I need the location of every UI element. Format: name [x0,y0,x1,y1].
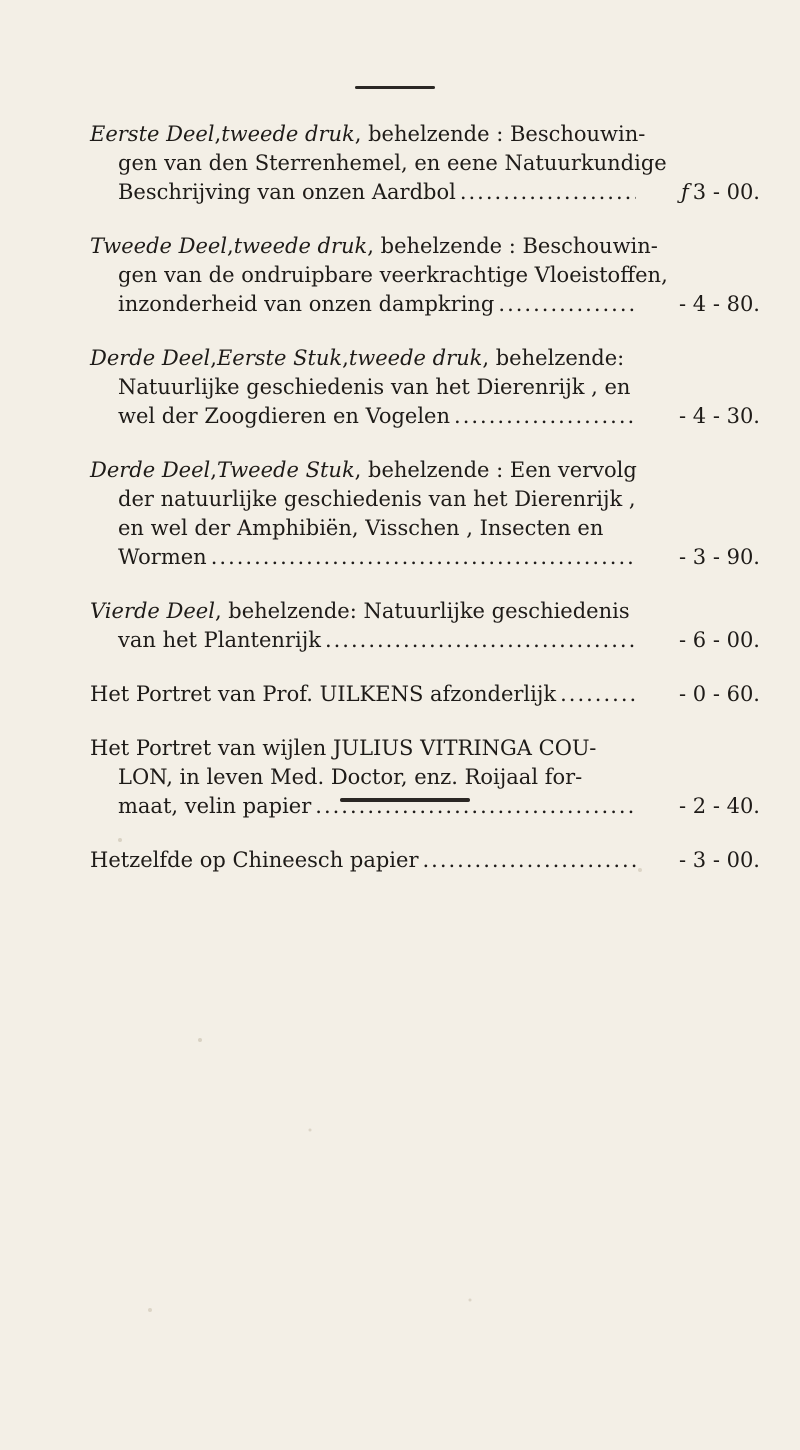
entry-text: en wel der Amphibiën, Visschen , Insecten en [118,516,604,540]
entry-text: LON, in leven Med. Doctor, enz. Roijaal for- [118,765,583,789]
entry-text: gen van de ondruipbare veerkrachtige Vloeistoffen, [118,263,668,287]
leader-dots [560,680,636,709]
entry-text: maat, velin papier [118,794,312,818]
entry-title: Tweede Deel [90,234,228,258]
leader-dots [422,846,636,875]
price-list [90,120,760,900]
entry-text: gen van den Sterrenhemel, en eene Natuurkundige [118,151,667,175]
leader-dots [315,792,636,821]
list-item: Eerste Deel , tweede druk , behelzende : Beschouwin- gen van den Sterrenhemel, en eene Natuurkundige Beschrijving van onzen Aardbol ..... ƒ 3 - 00. [90,120,760,207]
entry-text: Wormen [118,545,207,569]
entry-text: Het Portret van wijlen JULIUS VITRINGA COU- [90,736,597,760]
top-ornament-rule [355,86,435,89]
entry-edition: tweede druk [348,346,483,370]
entry-text: , behelzende : Beschouwin- [367,234,658,258]
entry-title: Derde Deel [90,346,211,370]
entry-text: der natuurlijke geschiedenis van het Dierenrijk , [118,487,636,511]
entry-text: Hetzelfde op Chineesch papier [90,848,419,872]
entry-part: Tweede Stuk [216,458,355,482]
list-item [90,597,760,655]
entry-title: Derde Deel [90,458,211,482]
entry-edition: tweede druk [233,234,368,258]
entry-price: - 4 - 80. [678,292,760,316]
list-item [90,680,760,709]
entry-text: Beschrijving van onzen Aardbol [118,180,456,204]
entry-text: , behelzende : Beschouwin- [354,122,646,146]
entry-text: van het Plantenrijk [118,628,321,652]
leader-dots [498,290,636,319]
entry-text: , behelzende : Een vervolg [354,458,637,482]
leader-dots [325,626,636,655]
entry-price: - 6 - 00. [678,628,760,652]
entry-price: - 3 - 90. [678,545,760,569]
entry-text: , behelzende: Natuurlijke geschiedenis [214,599,630,623]
leader-dots [211,543,636,572]
entry-edition: tweede druk [221,122,355,146]
leader-dots [454,402,636,431]
list-item: Tweede Deel , tweede druk , behelzende : Beschouwin- gen van de ondruipbare veerkrachtige Vloeistoffen, inzonderheid van onzen dampkring ..... - 4 - 80. [90,232,760,319]
entry-text: , behelzende: [482,346,625,370]
entry-text: wel der Zoogdieren en Vogelen [118,404,451,428]
bottom-ornament-rule [340,798,470,802]
entry-price: - 4 - 30. [678,404,760,428]
entry-text: Natuurlijke geschiedenis van het Dierenrijk , en [118,375,631,399]
leader-dots [460,178,636,207]
entry-price: ƒ 3 - 00. [681,180,760,204]
entry-part: Eerste Stuk [216,346,343,370]
entry-price: - 0 - 60. [678,682,760,706]
entry-title: Eerste Deel [90,122,215,146]
list-item: Derde Deel , Eerste Stuk , tweede druk , behelzende: Natuurlijke geschiedenis van het Dierenrijk , en wel der Zoogdieren en Vogelen ..... - 4 - 30. [90,344,760,431]
list-item [90,846,760,875]
list-item: Derde Deel , Tweede Stuk , behelzende : Een vervolg der natuurlijke geschiedenis van het Dierenrijk , en wel der Amphibiën, Visschen , Insecten en Wormen ..... - 3 - 90. [90,456,760,572]
list-item [90,734,760,821]
entry-text: inzonderheid van onzen dampkring [118,292,495,316]
entry-title: Vierde Deel [90,599,215,623]
entry-price: - 2 - 40. [678,794,760,818]
entry-text: Het Portret van Prof. UILKENS afzonderlijk [90,682,557,706]
entry-price: - 3 - 00. [678,848,760,872]
